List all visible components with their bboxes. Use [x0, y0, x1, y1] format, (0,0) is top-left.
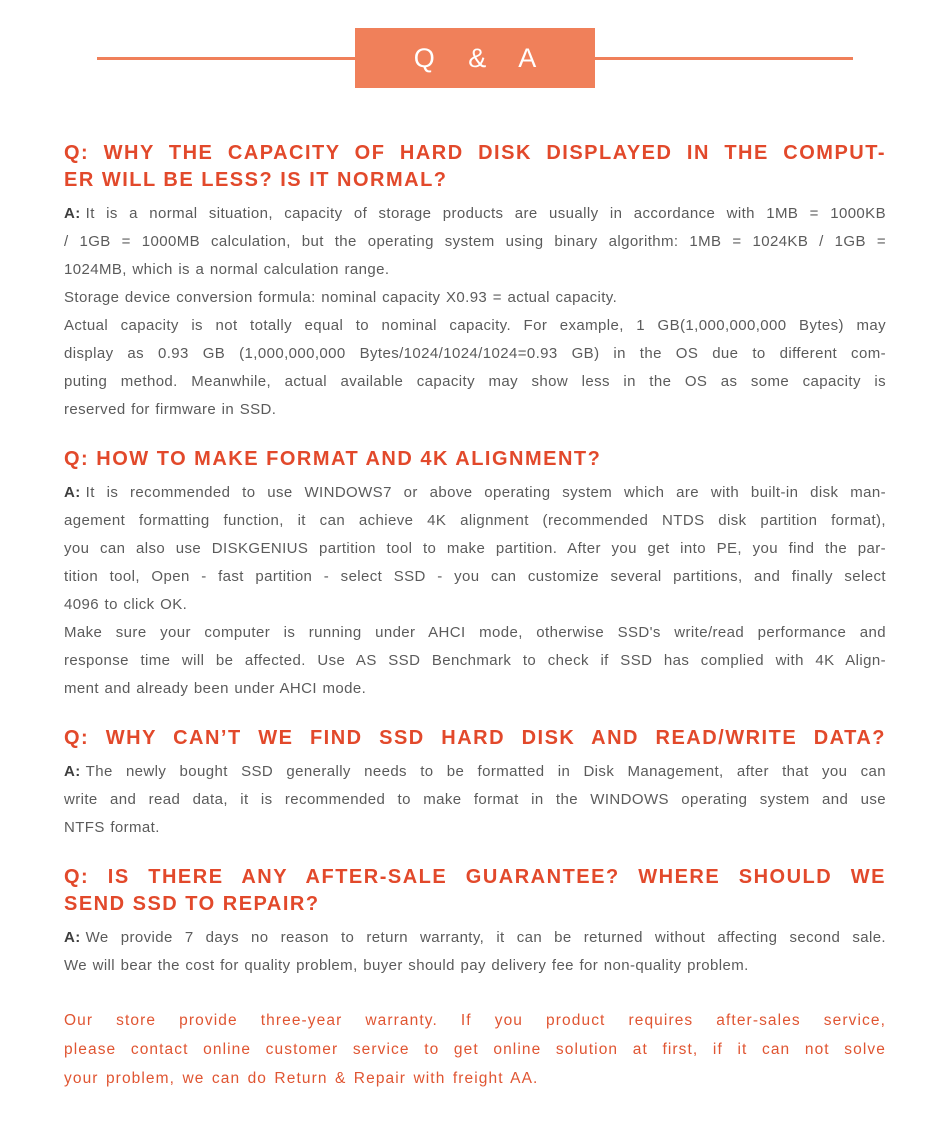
answer-text	[64, 758, 886, 842]
answer-label: A:	[64, 205, 81, 222]
qa-page	[0, 28, 950, 1132]
answer-line: NTFS format.	[64, 819, 160, 836]
answer-line: 4096 to click OK.	[64, 596, 188, 613]
question-heading	[64, 446, 886, 473]
answer-text	[64, 924, 886, 980]
question-heading	[64, 864, 886, 918]
answer-line: A: The newly bought SSD generally needs to be formatted in Disk Management, after that you can	[64, 763, 886, 780]
answer-line: puting method. Meanwhile, actual available capacity may show less in the OS as some capacity is	[64, 373, 886, 390]
qa-content	[0, 140, 950, 1093]
warranty-note-line: Our store provide three-year warranty. If you product requires after-sales service,	[64, 1012, 886, 1029]
question-line: Q: WHY CAN’T WE FIND SSD HARD DISK AND READ/WRITE DATA?	[64, 727, 886, 749]
answer-label: A:	[64, 763, 81, 780]
answer-line: Storage device conversion formula: nominal capacity X0.93 = actual capacity.	[64, 289, 618, 306]
answer-line: display as 0.93 GB (1,000,000,000 Bytes/1024/1024/1024=0.93 GB) in the OS due to different com-	[64, 345, 886, 362]
qa-banner	[0, 28, 950, 88]
answer-line: A: It is recommended to use WINDOWS7 or above operating system which are with built-in disk man-	[64, 484, 886, 501]
banner-title: Q & A	[355, 28, 595, 88]
answer-text	[64, 200, 886, 424]
answer-line: response time will be affected. Use AS SSD Benchmark to check if SSD has complied with 4K Align-	[64, 652, 886, 669]
warranty-note-line: please contact online customer service to get online solution at first, if it can not solve	[64, 1041, 886, 1058]
qa-item	[64, 725, 886, 842]
warranty-note	[64, 1006, 886, 1093]
answer-line: you can also use DISKGENIUS partition tool to make partition. After you get into PE, you find the par-	[64, 540, 886, 557]
answer-line: reserved for firmware in SSD.	[64, 401, 277, 418]
answer-line: / 1GB = 1000MB calculation, but the operating system using binary algorithm: 1MB = 1024KB / 1GB =	[64, 233, 886, 250]
qa-item	[64, 446, 886, 703]
answer-line: agement formatting function, it can achieve 4K alignment (recommended NTDS disk partition format),	[64, 512, 886, 529]
question-line: Q: IS THERE ANY AFTER-SALE GUARANTEE? WHERE SHOULD WE	[64, 866, 886, 888]
question-line: ER WILL BE LESS? IS IT NORMAL?	[64, 169, 448, 191]
warranty-note-line: your problem, we can do Return & Repair with freight AA.	[64, 1070, 539, 1087]
answer-label: A:	[64, 484, 81, 501]
answer-line: 1024MB, which is a normal calculation range.	[64, 261, 390, 278]
answer-line: We will bear the cost for quality problem, buyer should pay delivery fee for non-quality problem.	[64, 957, 749, 974]
answer-text	[64, 479, 886, 703]
answer-line: Make sure your computer is running under AHCI mode, otherwise SSD's write/read performance and	[64, 624, 886, 641]
answer-label: A:	[64, 929, 81, 946]
answer-line: A: It is a normal situation, capacity of storage products are usually in accordance with 1MB = 1000KB	[64, 205, 886, 222]
question-line: SEND SSD TO REPAIR?	[64, 893, 320, 915]
answer-line: ment and already been under AHCI mode.	[64, 680, 367, 697]
qa-item	[64, 864, 886, 980]
question-line: Q: WHY THE CAPACITY OF HARD DISK DISPLAYED IN THE COMPUT-	[64, 142, 886, 164]
answer-line: Actual capacity is not totally equal to nominal capacity. For example, 1 GB(1,000,000,000 Bytes) may	[64, 317, 886, 334]
answer-line: tition tool, Open - fast partition - select SSD - you can customize several partitions, and finally select	[64, 568, 886, 585]
qa-item	[64, 140, 886, 424]
question-heading	[64, 140, 886, 194]
question-line: Q: HOW TO MAKE FORMAT AND 4K ALIGNMENT?	[64, 448, 602, 470]
question-heading	[64, 725, 886, 752]
answer-line: A: We provide 7 days no reason to return warranty, it can be returned without affecting second sale.	[64, 929, 886, 946]
answer-line: write and read data, it is recommended to make format in the WINDOWS operating system and use	[64, 791, 886, 808]
